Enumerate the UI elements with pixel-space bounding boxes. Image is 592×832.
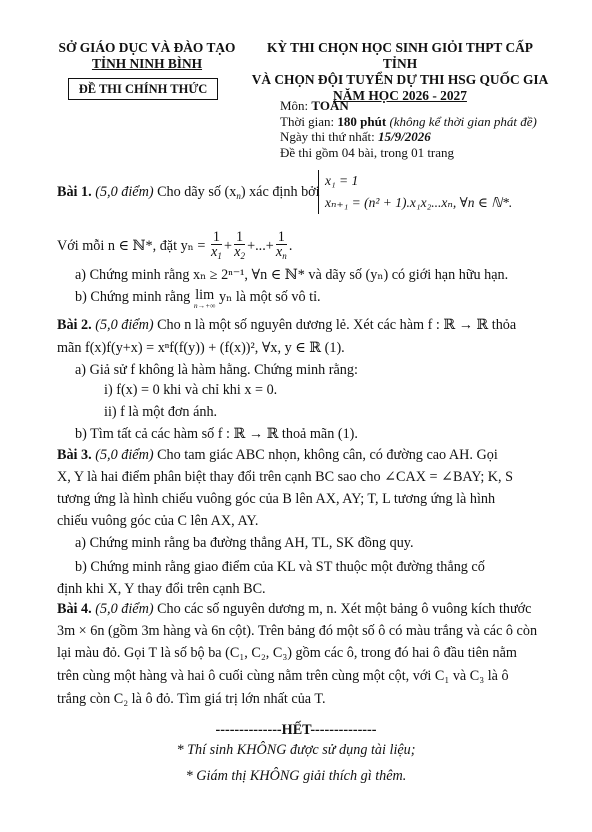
recurrence-line1: x₁ = 1 [325,173,359,188]
problem4-line1 [57,600,531,618]
problem3-part-b-line2: định khi X, Y thay đổi trên cạnh BC. [57,581,266,597]
problem2-title: Bài 2. [57,317,92,333]
problem4-text: Cho các số nguyên dương m, n. Xét một bảng ô vuông kích thước [153,601,532,617]
subject-label: Môn: [280,98,312,113]
official-exam-label: ĐỀ THI CHÍNH THỨC [68,78,218,100]
problem1-part-b [75,288,321,310]
province-name: TỈNH NINH BÌNH [91,56,203,71]
problem2-line1 [57,316,516,334]
time-value: 180 phút [337,113,387,129]
problem4-line2: 3m × 6n (gồm 3m hàng và 6n cột). Trên bảng đó một số ô có màu trắng và các ô còn [57,623,538,639]
problem1-definition: Với mỗi n ∈ ℕ*, đặt yₙ = $\frac{1}{x_1}$ + $\frac{1}{x_2}$ +...+ $\frac{1}{x_n}$ . [57,229,293,261]
problem1-part-a: a) Chứng minh rằng xₙ ≥ 2ⁿ⁻¹, ∀n ∈ ℕ* và dãy số (yₙ) có giới hạn hữu hạn. [75,267,509,283]
time-line [280,114,537,130]
problem3-part-a: a) Chứng minh rằng ba đường thẳng AH, TL, SK đồng quy. [75,535,414,551]
time-label: Thời gian: [280,113,338,129]
problem2-text: Cho n là một số nguyên dương lẻ. Xét các hàm f : ℝ → ℝ thỏa [153,317,517,333]
limit-label: lim [195,287,215,303]
department-name: SỞ GIÁO DỤC VÀ ĐÀO TẠO [58,40,236,55]
problem2-line2: mãn f(x)f(y+x) = xⁿf(f(y)) + (f(x))², ∀x, y ∈ ℝ (1). [57,340,345,356]
problem3-part-b-line1: b) Chứng minh rằng giao điểm của KL và ST thuộc một đường thẳng cố [75,559,485,575]
limit-symbol [194,288,216,310]
end-marker: --------------HẾT-------------- [215,722,377,738]
problem3-line4: chiếu vuông góc của C lên AX, AY. [57,513,259,529]
problem3-title: Bài 3. [57,447,92,463]
problem4-line5: trắng còn C₂ là ô đỏ. Tìm giá trị lớn nhất của T. [57,691,326,707]
problem4-line4: trên cùng một hàng và hai ô cuối cùng nằm trên cùng một cột, với C₁ và C₃ là ô [57,668,509,684]
problem3-text: Cho tam giác ABC nhọn, không cân, có đường cao AH. Gọi [153,447,498,463]
department-header [52,40,242,72]
date-label: Ngày thi thứ nhất: [280,129,379,144]
date-value: 15/9/2026 [378,129,431,144]
problem4-title: Bài 4. [57,601,92,617]
definition-suffix: . [288,237,293,254]
problem2-points: (5,0 điểm) [91,317,154,333]
definition-prefix: Với mỗi n ∈ ℕ*, đặt yₙ = [57,237,206,254]
part-b-suffix: yₙ là một số vô tỉ. [215,289,321,305]
problem4-line3: lại màu đỏ. Gọi T là số bộ ba (C₁, C₂, C₃) gồm các ô, trong đó hai ô đầu tiên nằm [57,645,517,661]
problem3-line2: X, Y là hai điểm phân biệt thay đổi trên cạnh BC sao cho ∠CAX = ∠BAY; K, S [57,469,514,485]
problem1-points: (5,0 điểm) [91,184,154,200]
problem1-title: Bài 1. [57,184,92,200]
exam-summary: Đề thi gồm 04 bài, trong 01 trang [280,144,455,160]
problem2-part-a: a) Giả sử f không là hàm hằng. Chứng minh rằng: [75,362,358,378]
problem3-line1 [57,446,498,464]
recurrence-system [318,170,512,214]
problem4-points: (5,0 điểm) [91,601,154,617]
problem1-intro-text2: ) xác định bởi [240,184,320,200]
footer-note1: * Thí sinh KHÔNG được sử dụng tài liệu; [176,742,416,758]
exam-header [250,40,550,104]
date-line [280,129,537,145]
school-year: NĂM HỌC 2026 - 2027 [333,88,467,103]
time-note: (không kể thời gian phát đề) [386,113,537,129]
footer-note2: * Giám thị KHÔNG giải thích gì thêm. [185,768,407,784]
problem2-part-a-i: i) f(x) = 0 khi và chỉ khi x = 0. [104,382,278,398]
limit-subscript: n→+∞ [193,301,216,310]
part-b-prefix: b) Chứng minh rằng [75,289,194,305]
problem1-intro-text: Cho dãy số (x [153,184,237,200]
problem3-points: (5,0 điểm) [91,447,154,463]
problem2-part-a-ii: ii) f là một đơn ánh. [104,404,218,420]
exam-meta [280,98,537,160]
exam-title-line2: VÀ CHỌN ĐỘI TUYỂN DỰ THI HSG QUỐC GIA [251,72,549,87]
problem2-part-b: b) Tìm tất cả các hàm số f : ℝ → ℝ thoả mãn (1). [75,426,358,442]
subject-line [280,98,537,114]
problem3-line3: tương ứng là hình chiếu vuông góc của B lên AX, AY; T, L tương ứng là hình [57,491,496,507]
problem1-intro: Bài 1. (5,0 điểm) Cho dãy số $(x_n)$ xác định bởi [57,184,320,201]
recurrence-line2: xₙ₊₁ = (n² + 1).x₁x₂...xₙ, ∀n ∈ ℕ*. [325,195,513,210]
exam-title-line1: KỲ THI CHỌN HỌC SINH GIỎI THPT CẤP TỈNH [266,40,533,71]
subject-value: TOÁN [311,98,349,113]
